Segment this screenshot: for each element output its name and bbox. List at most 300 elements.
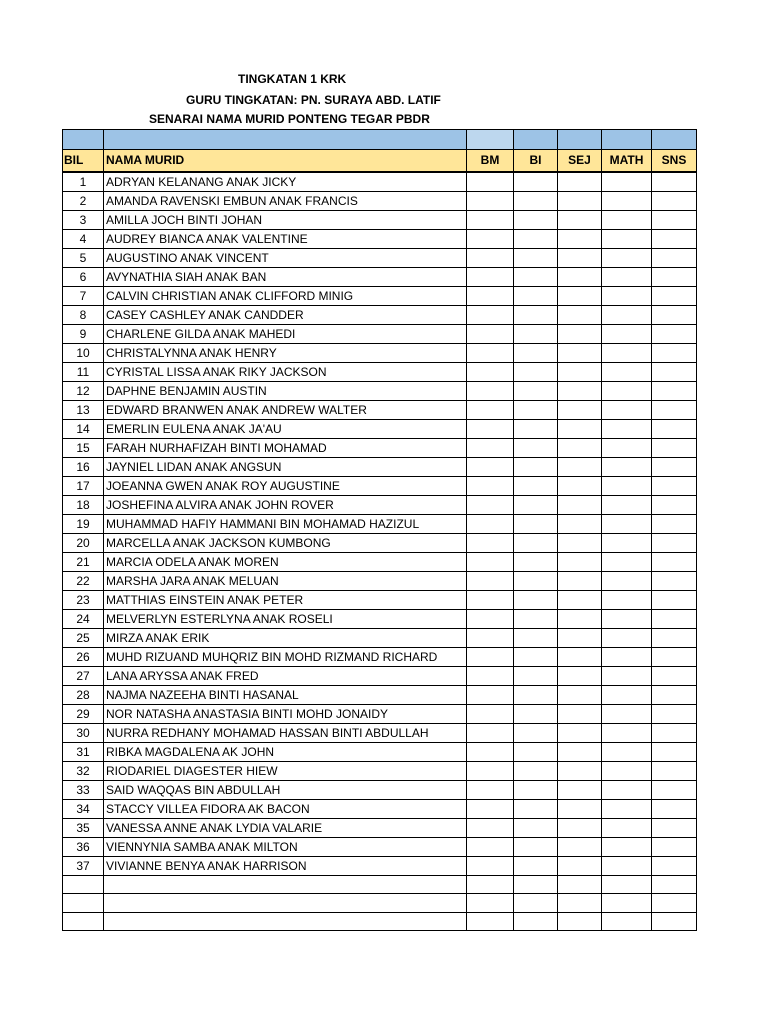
math-cell[interactable] — [602, 571, 652, 590]
bi-cell[interactable] — [514, 210, 558, 229]
sns-cell[interactable] — [652, 552, 697, 571]
student-name-cell[interactable]: STACCY VILLEA FIDORA AK BACON — [104, 799, 467, 818]
math-cell[interactable] — [602, 609, 652, 628]
student-name-cell[interactable]: JOSHEFINA ALVIRA ANAK JOHN ROVER — [104, 495, 467, 514]
bi-cell[interactable] — [514, 837, 558, 856]
band-cell[interactable] — [514, 130, 558, 150]
sns-cell[interactable] — [652, 324, 697, 343]
bil-cell[interactable]: 5 — [63, 248, 104, 267]
bm-cell[interactable] — [467, 305, 514, 324]
sns-cell[interactable] — [652, 666, 697, 685]
bil-cell[interactable]: 17 — [63, 476, 104, 495]
student-name-cell[interactable]: AVYNATHIA SIAH ANAK BAN — [104, 267, 467, 286]
bil-cell[interactable]: 14 — [63, 419, 104, 438]
math-cell[interactable] — [602, 780, 652, 799]
sej-cell[interactable] — [558, 495, 602, 514]
bi-cell[interactable] — [514, 495, 558, 514]
bi-cell[interactable] — [514, 704, 558, 723]
sej-cell[interactable] — [558, 381, 602, 400]
sns-cell[interactable] — [652, 780, 697, 799]
empty-cell[interactable] — [652, 894, 697, 913]
empty-cell[interactable] — [514, 912, 558, 931]
sns-cell[interactable] — [652, 381, 697, 400]
math-cell[interactable] — [602, 381, 652, 400]
band-cell[interactable] — [602, 130, 652, 150]
math-cell[interactable] — [602, 856, 652, 875]
sej-cell[interactable] — [558, 647, 602, 666]
sns-cell[interactable] — [652, 476, 697, 495]
student-name-cell[interactable]: CYRISTAL LISSA ANAK RIKY JACKSON — [104, 362, 467, 381]
student-name-cell[interactable]: LANA ARYSSA ANAK FRED — [104, 666, 467, 685]
student-name-cell[interactable]: NURRA REDHANY MOHAMAD HASSAN BINTI ABDULLAH — [104, 723, 467, 742]
bm-cell[interactable] — [467, 552, 514, 571]
sej-cell[interactable] — [558, 362, 602, 381]
sns-cell[interactable] — [652, 419, 697, 438]
student-name-cell[interactable]: NOR NATASHA ANASTASIA BINTI MOHD JONAIDY — [104, 704, 467, 723]
bm-cell[interactable] — [467, 191, 514, 210]
col-header-bm[interactable]: BM — [467, 150, 514, 172]
bi-cell[interactable] — [514, 381, 558, 400]
sns-cell[interactable] — [652, 362, 697, 381]
empty-cell[interactable] — [63, 912, 104, 931]
empty-cell[interactable] — [467, 875, 514, 894]
student-name-cell[interactable]: VIVIANNE BENYA ANAK HARRISON — [104, 856, 467, 875]
bm-cell[interactable] — [467, 590, 514, 609]
math-cell[interactable] — [602, 210, 652, 229]
bil-cell[interactable]: 1 — [63, 172, 104, 192]
sns-cell[interactable] — [652, 571, 697, 590]
sns-cell[interactable] — [652, 229, 697, 248]
student-name-cell[interactable]: ADRYAN KELANANG ANAK JICKY — [104, 172, 467, 192]
sns-cell[interactable] — [652, 723, 697, 742]
empty-cell[interactable] — [63, 875, 104, 894]
student-name-cell[interactable]: JAYNIEL LIDAN ANAK ANGSUN — [104, 457, 467, 476]
bil-cell[interactable]: 15 — [63, 438, 104, 457]
bil-cell[interactable]: 24 — [63, 609, 104, 628]
sns-cell[interactable] — [652, 305, 697, 324]
math-cell[interactable] — [602, 666, 652, 685]
bi-cell[interactable] — [514, 324, 558, 343]
bi-cell[interactable] — [514, 856, 558, 875]
math-cell[interactable] — [602, 533, 652, 552]
sej-cell[interactable] — [558, 400, 602, 419]
bm-cell[interactable] — [467, 818, 514, 837]
math-cell[interactable] — [602, 704, 652, 723]
bm-cell[interactable] — [467, 267, 514, 286]
bi-cell[interactable] — [514, 172, 558, 192]
math-cell[interactable] — [602, 248, 652, 267]
sej-cell[interactable] — [558, 343, 602, 362]
bil-cell[interactable]: 31 — [63, 742, 104, 761]
bm-cell[interactable] — [467, 780, 514, 799]
student-name-cell[interactable]: MARCIA ODELA ANAK MOREN — [104, 552, 467, 571]
bil-cell[interactable]: 28 — [63, 685, 104, 704]
sns-cell[interactable] — [652, 533, 697, 552]
bi-cell[interactable] — [514, 818, 558, 837]
math-cell[interactable] — [602, 172, 652, 192]
empty-cell[interactable] — [104, 912, 467, 931]
bil-cell[interactable]: 21 — [63, 552, 104, 571]
table-row — [63, 362, 697, 381]
bi-cell[interactable] — [514, 400, 558, 419]
col-header-bil[interactable]: BIL — [63, 150, 104, 172]
sej-cell[interactable] — [558, 742, 602, 761]
math-cell[interactable] — [602, 590, 652, 609]
bil-cell[interactable]: 10 — [63, 343, 104, 362]
bil-cell[interactable]: 30 — [63, 723, 104, 742]
bi-cell[interactable] — [514, 799, 558, 818]
bi-cell[interactable] — [514, 647, 558, 666]
bm-cell[interactable] — [467, 837, 514, 856]
sns-cell[interactable] — [652, 191, 697, 210]
bil-cell[interactable]: 29 — [63, 704, 104, 723]
sns-cell[interactable] — [652, 704, 697, 723]
empty-cell[interactable] — [602, 912, 652, 931]
student-name-cell[interactable]: RIBKA MAGDALENA AK JOHN — [104, 742, 467, 761]
bi-cell[interactable] — [514, 666, 558, 685]
bil-cell[interactable]: 13 — [63, 400, 104, 419]
sej-cell[interactable] — [558, 856, 602, 875]
bm-cell[interactable] — [467, 476, 514, 495]
sej-cell[interactable] — [558, 305, 602, 324]
bi-cell[interactable] — [514, 685, 558, 704]
student-name-cell[interactable]: CHRISTALYNNA ANAK HENRY — [104, 343, 467, 362]
student-name-cell[interactable]: NAJMA NAZEEHA BINTI HASANAL — [104, 685, 467, 704]
student-name-cell[interactable]: CALVIN CHRISTIAN ANAK CLIFFORD MINIG — [104, 286, 467, 305]
student-name-cell[interactable]: CASEY CASHLEY ANAK CANDDER — [104, 305, 467, 324]
table-row — [63, 837, 697, 856]
bm-cell[interactable] — [467, 514, 514, 533]
sej-cell[interactable] — [558, 818, 602, 837]
sej-cell[interactable] — [558, 590, 602, 609]
bi-cell[interactable] — [514, 590, 558, 609]
student-name-cell[interactable]: MARSHA JARA ANAK MELUAN — [104, 571, 467, 590]
sej-cell[interactable] — [558, 419, 602, 438]
empty-cell[interactable] — [652, 912, 697, 931]
bm-cell[interactable] — [467, 286, 514, 305]
col-header-sns[interactable]: SNS — [652, 150, 697, 172]
math-cell[interactable] — [602, 514, 652, 533]
student-name-cell[interactable]: FARAH NURHAFIZAH BINTI MOHAMAD — [104, 438, 467, 457]
bil-cell[interactable]: 25 — [63, 628, 104, 647]
student-name-cell[interactable]: SAID WAQQAS BIN ABDULLAH — [104, 780, 467, 799]
sns-cell[interactable] — [652, 267, 697, 286]
student-name-cell[interactable]: VIENNYNIA SAMBA ANAK MILTON — [104, 837, 467, 856]
bil-cell[interactable]: 7 — [63, 286, 104, 305]
bm-cell[interactable] — [467, 761, 514, 780]
empty-cell[interactable] — [467, 894, 514, 913]
sns-cell[interactable] — [652, 742, 697, 761]
bil-cell[interactable]: 6 — [63, 267, 104, 286]
empty-cell[interactable] — [558, 912, 602, 931]
bm-cell[interactable] — [467, 666, 514, 685]
bi-cell[interactable] — [514, 343, 558, 362]
bi-cell[interactable] — [514, 533, 558, 552]
bil-cell[interactable]: 35 — [63, 818, 104, 837]
math-cell[interactable] — [602, 324, 652, 343]
empty-cell[interactable] — [514, 875, 558, 894]
student-name-cell[interactable]: CHARLENE GILDA ANAK MAHEDI — [104, 324, 467, 343]
math-cell[interactable] — [602, 552, 652, 571]
bm-cell[interactable] — [467, 210, 514, 229]
bm-cell[interactable] — [467, 742, 514, 761]
bi-cell[interactable] — [514, 742, 558, 761]
math-cell[interactable] — [602, 286, 652, 305]
student-name-cell[interactable]: VANESSA ANNE ANAK LYDIA VALARIE — [104, 818, 467, 837]
sns-cell[interactable] — [652, 495, 697, 514]
sej-cell[interactable] — [558, 628, 602, 647]
sej-cell[interactable] — [558, 666, 602, 685]
empty-cell[interactable] — [63, 894, 104, 913]
bil-cell[interactable]: 37 — [63, 856, 104, 875]
student-name-cell[interactable]: MARCELLA ANAK JACKSON KUMBONG — [104, 533, 467, 552]
bi-cell[interactable] — [514, 628, 558, 647]
math-cell[interactable] — [602, 742, 652, 761]
bi-cell[interactable] — [514, 571, 558, 590]
bi-cell[interactable] — [514, 229, 558, 248]
bil-cell[interactable]: 34 — [63, 799, 104, 818]
math-cell[interactable] — [602, 818, 652, 837]
bil-cell[interactable]: 18 — [63, 495, 104, 514]
bil-cell[interactable]: 4 — [63, 229, 104, 248]
bm-cell[interactable] — [467, 856, 514, 875]
sej-cell[interactable] — [558, 248, 602, 267]
bil-cell[interactable]: 19 — [63, 514, 104, 533]
bil-cell[interactable]: 8 — [63, 305, 104, 324]
sej-cell[interactable] — [558, 514, 602, 533]
sej-cell[interactable] — [558, 438, 602, 457]
sej-cell[interactable] — [558, 191, 602, 210]
student-name-cell[interactable]: MIRZA ANAK ERIK — [104, 628, 467, 647]
math-cell[interactable] — [602, 362, 652, 381]
bi-cell[interactable] — [514, 438, 558, 457]
bi-cell[interactable] — [514, 761, 558, 780]
col-header-nama-murid[interactable]: NAMA MURID — [104, 150, 467, 172]
col-header-bi[interactable]: BI — [514, 150, 558, 172]
bi-cell[interactable] — [514, 780, 558, 799]
math-cell[interactable] — [602, 837, 652, 856]
bil-cell[interactable]: 20 — [63, 533, 104, 552]
bm-cell[interactable] — [467, 647, 514, 666]
student-name-cell[interactable]: AMILLA JOCH BINTI JOHAN — [104, 210, 467, 229]
bm-cell[interactable] — [467, 172, 514, 192]
bi-cell[interactable] — [514, 419, 558, 438]
sns-cell[interactable] — [652, 685, 697, 704]
sej-cell[interactable] — [558, 457, 602, 476]
student-name-cell[interactable]: RIODARIEL DIAGESTER HIEW — [104, 761, 467, 780]
bil-cell[interactable]: 26 — [63, 647, 104, 666]
bil-cell[interactable]: 16 — [63, 457, 104, 476]
bi-cell[interactable] — [514, 457, 558, 476]
empty-cell[interactable] — [558, 894, 602, 913]
sns-cell[interactable] — [652, 514, 697, 533]
sns-cell[interactable] — [652, 457, 697, 476]
bm-cell[interactable] — [467, 533, 514, 552]
sns-cell[interactable] — [652, 856, 697, 875]
bil-cell[interactable]: 9 — [63, 324, 104, 343]
sns-cell[interactable] — [652, 647, 697, 666]
math-cell[interactable] — [602, 723, 652, 742]
sns-cell[interactable] — [652, 628, 697, 647]
bi-cell[interactable] — [514, 723, 558, 742]
sej-cell[interactable] — [558, 476, 602, 495]
math-cell[interactable] — [602, 305, 652, 324]
sns-cell[interactable] — [652, 799, 697, 818]
bm-cell[interactable] — [467, 685, 514, 704]
col-header-sej[interactable]: SEJ — [558, 150, 602, 172]
math-cell[interactable] — [602, 457, 652, 476]
student-name-cell[interactable]: EDWARD BRANWEN ANAK ANDREW WALTER — [104, 400, 467, 419]
sns-cell[interactable] — [652, 210, 697, 229]
math-cell[interactable] — [602, 628, 652, 647]
empty-cell[interactable] — [104, 894, 467, 913]
col-header-math[interactable]: MATH — [602, 150, 652, 172]
sns-cell[interactable] — [652, 248, 697, 267]
math-cell[interactable] — [602, 438, 652, 457]
bi-cell[interactable] — [514, 362, 558, 381]
student-name-cell[interactable]: JOEANNA GWEN ANAK ROY AUGUSTINE — [104, 476, 467, 495]
sej-cell[interactable] — [558, 229, 602, 248]
sej-cell[interactable] — [558, 685, 602, 704]
student-name-cell[interactable]: MUHD RIZUAND MUHQRIZ BIN MOHD RIZMAND RICHARD — [104, 647, 467, 666]
bi-cell[interactable] — [514, 609, 558, 628]
bil-cell[interactable]: 27 — [63, 666, 104, 685]
sej-cell[interactable] — [558, 172, 602, 192]
math-cell[interactable] — [602, 685, 652, 704]
bi-cell[interactable] — [514, 267, 558, 286]
empty-cell[interactable] — [602, 894, 652, 913]
bm-cell[interactable] — [467, 457, 514, 476]
sej-cell[interactable] — [558, 533, 602, 552]
bi-cell[interactable] — [514, 286, 558, 305]
empty-cell[interactable] — [652, 875, 697, 894]
bil-cell[interactable]: 22 — [63, 571, 104, 590]
sej-cell[interactable] — [558, 704, 602, 723]
sej-cell[interactable] — [558, 267, 602, 286]
sns-cell[interactable] — [652, 837, 697, 856]
bm-cell[interactable] — [467, 229, 514, 248]
band-cell[interactable] — [652, 130, 697, 150]
student-name-cell[interactable]: MELVERLYN ESTERLYNA ANAK ROSELI — [104, 609, 467, 628]
bm-cell[interactable] — [467, 343, 514, 362]
student-name-cell[interactable]: AUDREY BIANCA ANAK VALENTINE — [104, 229, 467, 248]
bil-cell[interactable]: 3 — [63, 210, 104, 229]
sej-cell[interactable] — [558, 780, 602, 799]
sej-cell[interactable] — [558, 761, 602, 780]
sej-cell[interactable] — [558, 723, 602, 742]
bm-cell[interactable] — [467, 609, 514, 628]
math-cell[interactable] — [602, 476, 652, 495]
math-cell[interactable] — [602, 400, 652, 419]
bi-cell[interactable] — [514, 305, 558, 324]
bm-cell[interactable] — [467, 704, 514, 723]
bil-cell[interactable]: 11 — [63, 362, 104, 381]
bi-cell[interactable] — [514, 514, 558, 533]
sej-cell[interactable] — [558, 609, 602, 628]
sej-cell[interactable] — [558, 210, 602, 229]
band-cell[interactable] — [63, 130, 104, 150]
sns-cell[interactable] — [652, 343, 697, 362]
bm-cell[interactable] — [467, 381, 514, 400]
band-cell[interactable] — [558, 130, 602, 150]
sns-cell[interactable] — [652, 590, 697, 609]
bil-cell[interactable]: 33 — [63, 780, 104, 799]
math-cell[interactable] — [602, 229, 652, 248]
empty-cell[interactable] — [514, 894, 558, 913]
math-cell[interactable] — [602, 647, 652, 666]
math-cell[interactable] — [602, 191, 652, 210]
sej-cell[interactable] — [558, 286, 602, 305]
student-name-cell[interactable]: EMERLIN EULENA ANAK JA'AU — [104, 419, 467, 438]
student-name-cell[interactable]: AUGUSTINO ANAK VINCENT — [104, 248, 467, 267]
bil-cell[interactable]: 32 — [63, 761, 104, 780]
bi-cell[interactable] — [514, 191, 558, 210]
sns-cell[interactable] — [652, 609, 697, 628]
table-row — [63, 571, 697, 590]
bm-cell[interactable] — [467, 571, 514, 590]
bi-cell[interactable] — [514, 552, 558, 571]
sej-cell[interactable] — [558, 324, 602, 343]
bm-cell[interactable] — [467, 324, 514, 343]
sej-cell[interactable] — [558, 571, 602, 590]
bil-cell[interactable]: 12 — [63, 381, 104, 400]
bm-cell[interactable] — [467, 419, 514, 438]
math-cell[interactable] — [602, 419, 652, 438]
math-cell[interactable] — [602, 799, 652, 818]
sns-cell[interactable] — [652, 438, 697, 457]
bm-cell[interactable] — [467, 723, 514, 742]
empty-cell[interactable] — [104, 875, 467, 894]
bm-cell[interactable] — [467, 628, 514, 647]
student-name-cell[interactable]: DAPHNE BENJAMIN AUSTIN — [104, 381, 467, 400]
bil-cell[interactable]: 36 — [63, 837, 104, 856]
band-cell[interactable] — [467, 130, 514, 150]
math-cell[interactable] — [602, 343, 652, 362]
bm-cell[interactable] — [467, 400, 514, 419]
sns-cell[interactable] — [652, 286, 697, 305]
sej-cell[interactable] — [558, 837, 602, 856]
bm-cell[interactable] — [467, 799, 514, 818]
sej-cell[interactable] — [558, 552, 602, 571]
math-cell[interactable] — [602, 267, 652, 286]
band-cell[interactable] — [104, 130, 467, 150]
empty-cell[interactable] — [558, 875, 602, 894]
bm-cell[interactable] — [467, 362, 514, 381]
bil-cell[interactable]: 23 — [63, 590, 104, 609]
sns-cell[interactable] — [652, 400, 697, 419]
empty-cell[interactable] — [602, 875, 652, 894]
table-row — [63, 343, 697, 362]
empty-cell[interactable] — [467, 912, 514, 931]
student-name-cell[interactable]: MATTHIAS EINSTEIN ANAK PETER — [104, 590, 467, 609]
math-cell[interactable] — [602, 495, 652, 514]
bi-cell[interactable] — [514, 476, 558, 495]
bm-cell[interactable] — [467, 438, 514, 457]
sns-cell[interactable] — [652, 761, 697, 780]
student-name-cell[interactable]: MUHAMMAD HAFIY HAMMANI BIN MOHAMAD HAZIZUL — [104, 514, 467, 533]
table-row — [63, 476, 697, 495]
bm-cell[interactable] — [467, 495, 514, 514]
bm-cell[interactable] — [467, 248, 514, 267]
sej-cell[interactable] — [558, 799, 602, 818]
bil-cell[interactable]: 2 — [63, 191, 104, 210]
sns-cell[interactable] — [652, 172, 697, 192]
sns-cell[interactable] — [652, 818, 697, 837]
bi-cell[interactable] — [514, 248, 558, 267]
student-name-cell[interactable]: AMANDA RAVENSKI EMBUN ANAK FRANCIS — [104, 191, 467, 210]
table-row — [63, 685, 697, 704]
math-cell[interactable] — [602, 761, 652, 780]
